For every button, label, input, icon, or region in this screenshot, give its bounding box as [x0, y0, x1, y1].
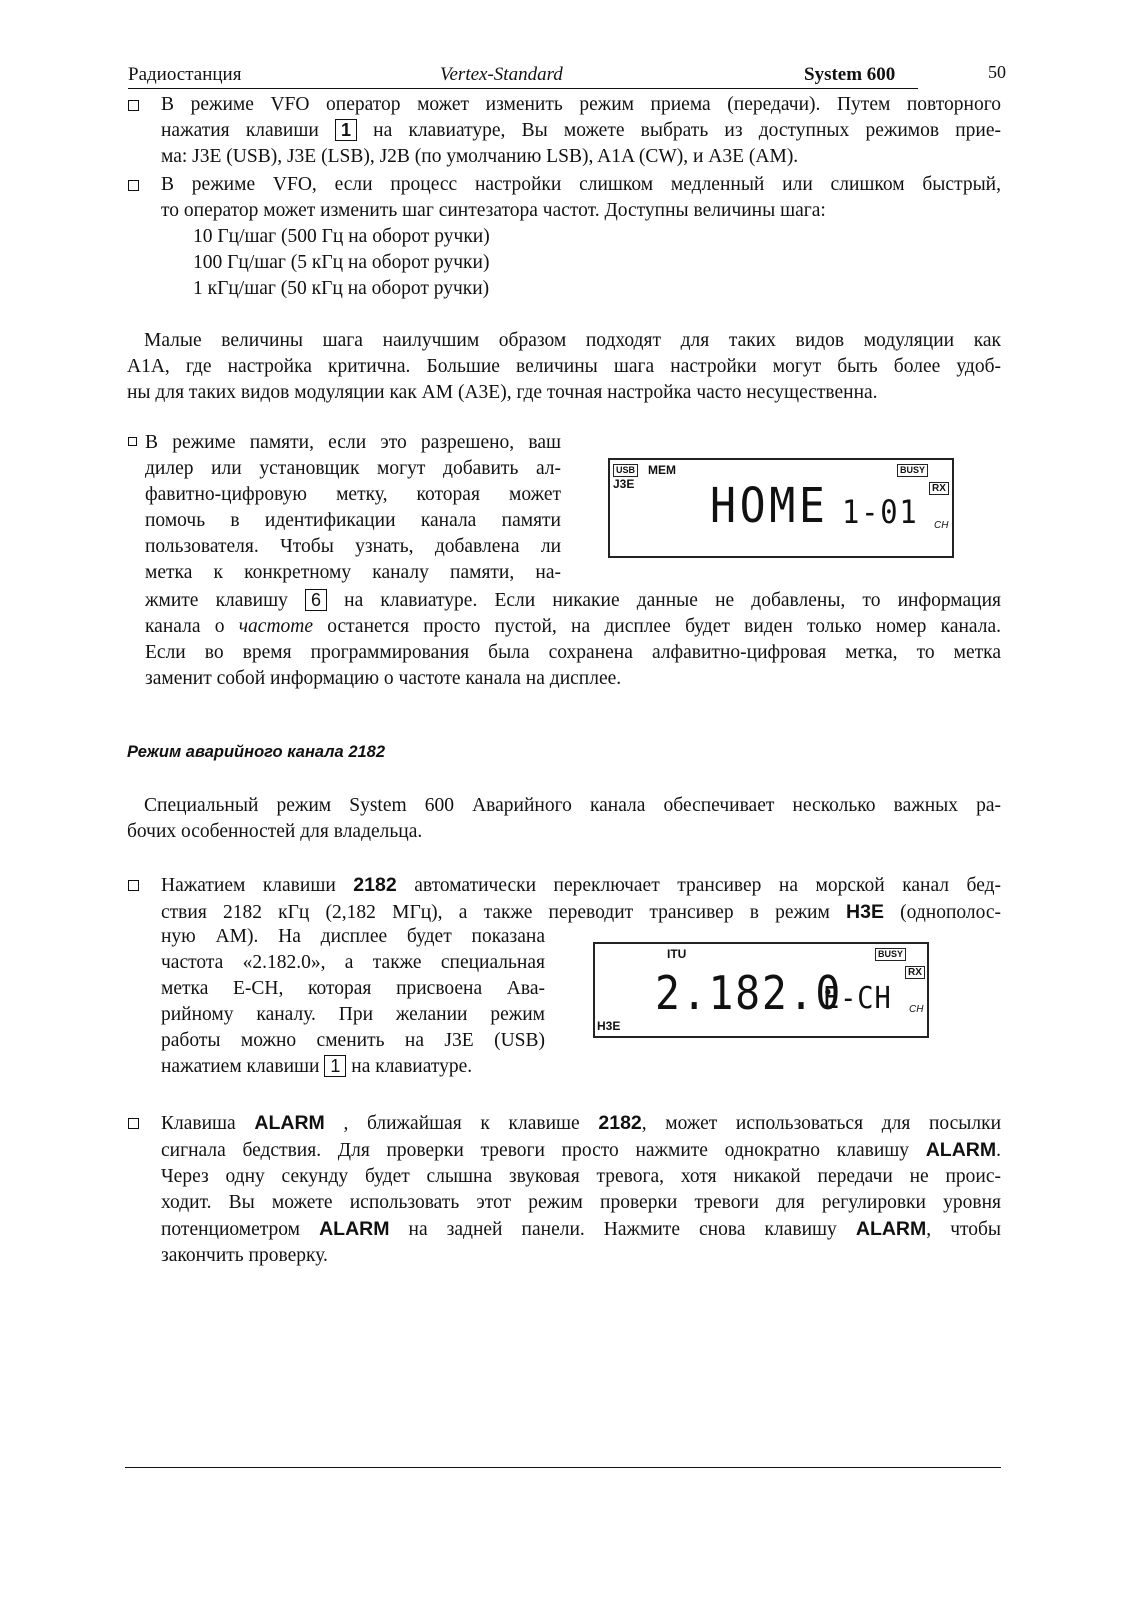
header-rule: [128, 88, 918, 89]
text-line: ма: J3E (USB), J3E (LSB), J2B (по умолчанию LSB), A1A (CW), и A3E (AM).: [161, 146, 799, 167]
itu-indicator: ITU: [667, 947, 687, 961]
ch-indicator: CH: [934, 520, 949, 531]
text-line: канала о частоте останется просто пустой, на дисплее будет виден только номер канала.: [145, 616, 1002, 637]
text-line: бочих особенностей для владельца.: [127, 821, 423, 842]
text-line: пользователя. Чтобы узнать, добавлена ли: [145, 536, 561, 557]
text-line: рийному каналу. При желании режим: [161, 1004, 545, 1025]
step-item: 10 Гц/шаг (500 Гц на оборот ручки): [193, 226, 490, 247]
busy-indicator: BUSY: [875, 948, 906, 961]
text-line: метка к конкретному каналу памяти, на-: [145, 562, 561, 583]
text-line: закончить проверку.: [161, 1245, 328, 1266]
bullet-4-wrapped: [161, 924, 545, 1080]
text-line: В режиме VFO, если процесс настройки слишком медленный или слишком быстрый,: [161, 174, 1001, 195]
key-6: 6: [305, 589, 327, 611]
text-line: метка E-CH, которая присвоена Ава-: [161, 978, 545, 999]
bullet-3-wrapped: [145, 456, 561, 586]
bullet-3-continued: [145, 588, 1001, 692]
bullet-square-icon: [128, 100, 139, 111]
page-header: [128, 64, 1008, 90]
text-line: нажатия клавиши 1 на клавиатуре, Вы можете выбрать из доступных режимов прие-: [161, 120, 1002, 141]
bullet-square-icon: [128, 1118, 139, 1129]
section-title: Режим аварийного канала 2182: [127, 743, 386, 761]
lcd-frequency: 2.182.0: [655, 966, 843, 1020]
text-line: Малые величины шага наилучшим образом подходят для таких видов модуляции как: [144, 330, 1001, 351]
footer-rule: [125, 1467, 1001, 1468]
text-line: ходит. Вы можете использовать этот режим проверки тревоги для регулировки уровня: [161, 1192, 1001, 1213]
text-line: потенциометром ALARM на задней панели. Нажмите снова клавишу ALARM, чтобы: [161, 1218, 1002, 1240]
text-line: Через одну секунду будет слышна звуковая тревога, хотя никакой передачи не проис-: [161, 1166, 1001, 1187]
text-line: нажатием клавиши 1 на клавиатуре.: [161, 1056, 473, 1077]
page-number: 50: [988, 62, 1006, 82]
paragraph-2: [127, 793, 1001, 845]
bullet-square-icon: [128, 437, 137, 446]
text-line: помочь в идентификации канала памяти: [145, 510, 561, 531]
usb-indicator: USB: [613, 464, 638, 477]
text-line: Специальный режим System 600 Аварийного канала обеспечивает несколько важных ра-: [144, 795, 1001, 816]
step-item: 100 Гц/шаг (5 кГц на оборот ручки): [193, 252, 490, 273]
text-line: то оператор может изменить шаг синтезатора частот. Доступны величины шага:: [161, 200, 826, 221]
text-line: В режиме VFO оператор может изменить режим приема (передачи). Путем повторного: [161, 94, 1001, 115]
text-line: заменит собой информацию о частоте канала на дисплее.: [145, 668, 622, 689]
mode-indicator: J3E: [613, 477, 635, 491]
header-left: Радиостанция: [128, 64, 242, 85]
text-line: ствия 2182 кГц (2,182 МГц), а также переводит трансивер в режим H3E (однополос-: [161, 901, 1002, 923]
lcd-display-emergency: [593, 942, 929, 1038]
bullet-square-icon: [128, 180, 139, 191]
rx-indicator: RX: [905, 966, 925, 979]
step-list: [193, 224, 693, 302]
text-line: фавитно-цифровую метку, которая может: [145, 484, 561, 505]
text-line: жмите клавишу 6 на клавиатуре. Если никакие данные не добавлены, то информация: [145, 590, 1002, 611]
key-1: 1: [324, 1055, 346, 1077]
lcd-channel-label: E-CH: [823, 981, 892, 1016]
header-right: System 600: [804, 64, 896, 85]
text-line: ную AM). На дисплее будет показана: [161, 926, 545, 947]
rx-indicator: RX: [929, 482, 949, 495]
text-line: сигнала бедствия. Для проверки тревоги просто нажмите однократно клавишу ALARM.: [161, 1139, 1001, 1161]
mode-indicator: H3E: [597, 1019, 621, 1033]
text-line: частота «2.182.0», а также специальная: [161, 952, 545, 973]
text-line: ны для таких видов модуляции как AM (A3E), где точная настройка часто несущественна.: [127, 382, 878, 403]
mem-indicator: MEM: [648, 463, 676, 477]
bullet-3-first-line: [145, 430, 561, 456]
paragraph-1: [127, 328, 1001, 406]
text-line: работы можно сменить на J3E (USB): [161, 1030, 545, 1051]
bullet-2: [161, 172, 1001, 224]
header-middle: Vertex-Standard: [440, 64, 563, 85]
text-line: A1A, где настройка критична. Большие величины шага настройки могут быть более удоб-: [127, 356, 1001, 377]
bullet-5: [161, 1110, 1001, 1269]
lcd-channel-number: 1-01: [842, 493, 919, 531]
lcd-main-text: HOME: [710, 478, 829, 534]
text-line: В режиме памяти, если это разрешено, ваш: [145, 432, 561, 453]
busy-indicator: BUSY: [897, 464, 928, 477]
bullet-square-icon: [128, 880, 139, 891]
text-line: Нажатием клавиши 2182 автоматически переключает трансивер на морской канал бед-: [161, 874, 1002, 896]
bullet-4: [161, 872, 1001, 926]
lcd-display-home: [608, 458, 954, 558]
text-line: дилер или установщик могут добавить ал-: [145, 458, 561, 479]
step-item: 1 кГц/шаг (50 кГц на оборот ручки): [193, 278, 490, 299]
ch-indicator: CH: [909, 1004, 924, 1015]
key-1: 1: [335, 119, 357, 141]
text-line: Клавиша ALARM , ближайшая к клавише 2182, может использоваться для посылки: [161, 1112, 1002, 1134]
bullet-1: [161, 92, 1001, 170]
text-line: Если во время программирования была сохранена алфавитно-цифровая метка, то метка: [145, 642, 1001, 663]
